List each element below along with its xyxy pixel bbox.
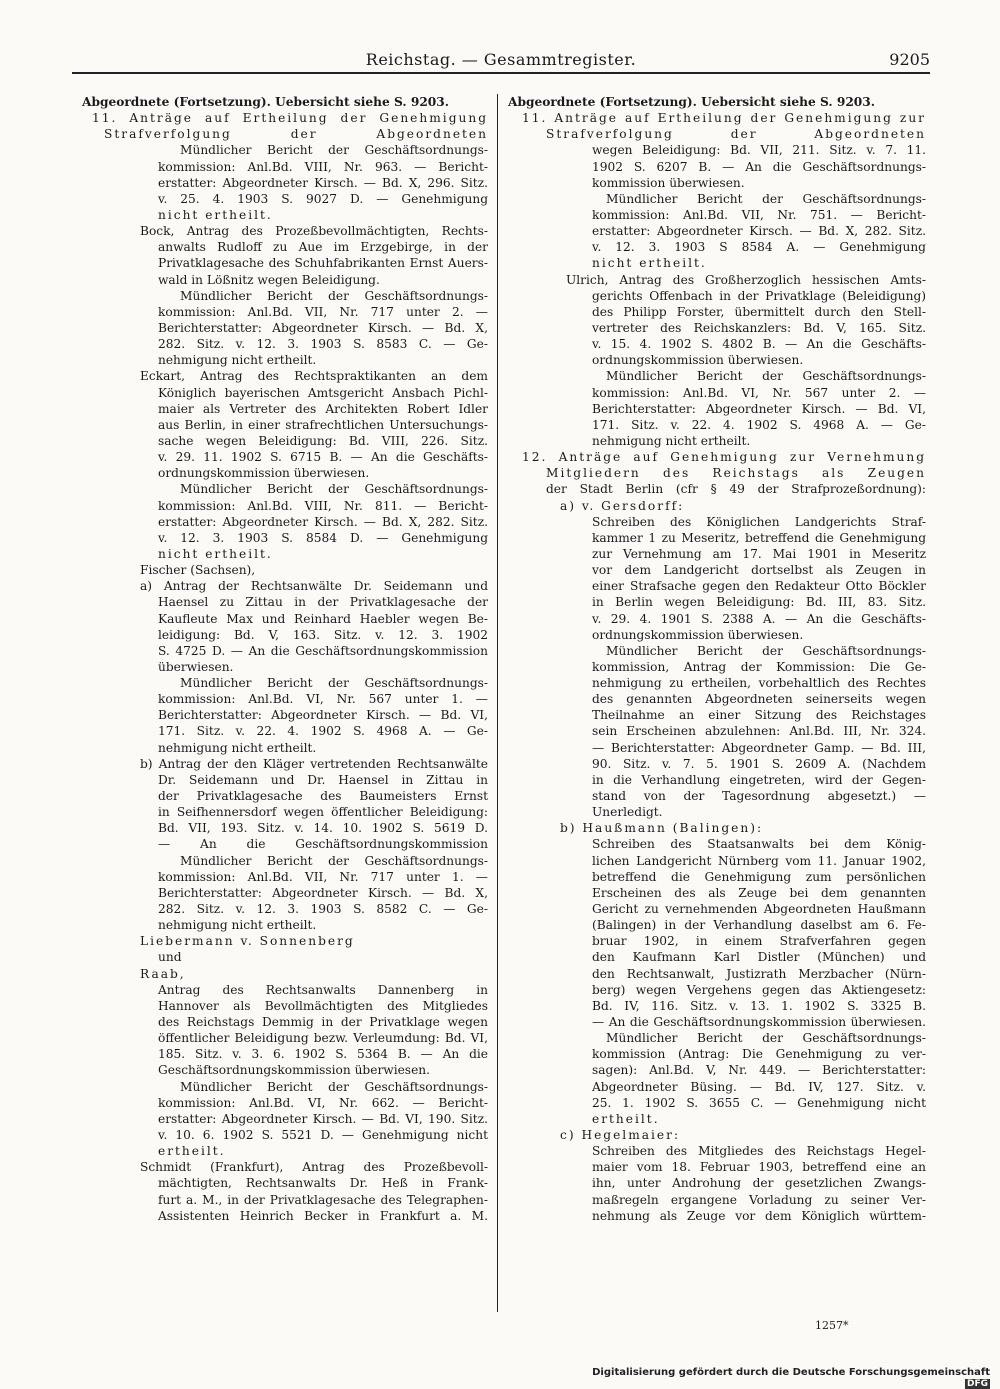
column-divider [497, 94, 498, 1312]
text-line: bruar 1902, in einem Strafverfahren gegen [592, 934, 926, 949]
text-line: v. 25. 4. 1903 S. 9027 D. — Genehmigung [158, 191, 488, 206]
text-line: Liebermann v. Sonnenberg [140, 934, 355, 949]
text-line: kommission: Anl.Bd. VII, Nr. 717 unter 1. — [158, 869, 488, 884]
text-line: 185. Sitz. v. 3. 6. 1902 S. 5364 B. — An die [158, 1047, 488, 1062]
text-line: Strafverfolgung der Abgeordneten [546, 127, 926, 142]
text-line: Erscheinen des als Zeuge bei dem genannten [592, 885, 926, 900]
text-line: Abgeordneter Büsing. — Bd. IV, 127. Sitz. v. [592, 1079, 926, 1094]
text-line: Mündlicher Bericht der Geschäftsordnungs- [180, 853, 488, 868]
text-line: v. 12. 3. 1903 S 8584 A. — Genehmigung [592, 240, 926, 255]
text-line: ertheilt. [158, 1144, 226, 1159]
text-line: b) Haußmann (Balingen): [560, 821, 764, 836]
text-line: aus Berlin, in einer strafrechtlichen Untersuchungs- [158, 417, 488, 432]
text-line: — Berichterstatter: Abgeordneter Gamp. — Bd. III, [592, 740, 926, 755]
text-line: den Rechtsanwalt, Justizrath Merzbacher (Nürn- [592, 966, 926, 981]
text-line: 90. Sitz. v. 7. 5. 1901 S. 2609 A. (Nachdem [592, 756, 926, 771]
text-line: Mündlicher Bericht der Geschäftsordnungs- [606, 191, 926, 206]
text-line: kammer 1 zu Meseritz, betreffend die Genehmigung [592, 530, 926, 545]
text-line: Privatklagesache des Schuhfabrikanten Ernst Auers- [158, 256, 488, 271]
text-line: Mündlicher Bericht der Geschäftsordnungs- [606, 369, 926, 384]
text-line: Bd. IV, 116. Sitz. v. 13. 1. 1902 S. 3325 B. [592, 998, 926, 1013]
text-line: wald in Lößnitz wegen Beleidigung. [158, 272, 380, 287]
text-line: leidigung: Bd. V, 163. Sitz. v. 12. 3. 1902 [158, 627, 488, 642]
text-line: nicht ertheilt. [158, 546, 273, 561]
text-line: Berichterstatter: Abgeordneter Kirsch. — Bd. VI, [592, 401, 926, 416]
text-line: Haensel zu Zittau in der Privatklagesache der [158, 595, 488, 610]
text-line: mächtigten, Rechtsanwalts Dr. Heß in Frank- [158, 1176, 488, 1191]
text-line: kommission: Anl.Bd. VII, Nr. 751. — Bericht- [592, 207, 926, 222]
text-line: kommission (Antrag: Die Genehmigung zu ver- [592, 1047, 926, 1062]
text-line: Schreiben des Königlichen Landgerichts Straf- [592, 514, 926, 529]
text-line: kommission: Anl.Bd. VIII, Nr. 963. — Bericht- [158, 159, 488, 174]
text-line: Bd. VII, 193. Sitz. v. 14. 10. 1902 S. 5619 D. [158, 821, 488, 836]
text-line: Mündlicher Bericht der Geschäftsordnungs- [180, 288, 488, 303]
text-line: nehmung als Zeuge vor dem Königlich württem- [592, 1208, 926, 1223]
text-line: 1902 S. 6207 B. — An die Geschäftsordnungs- [592, 159, 926, 174]
text-line: 11. Anträge auf Ertheilung der Genehmigung [92, 111, 488, 126]
text-line: des Reichstags Demmig in der Privatklage wegen [158, 1015, 488, 1030]
text-line: lichen Landgericht Nürnberg vom 11. Januar 1902, [592, 853, 926, 868]
text-line: wegen Beleidigung: Bd. VII, 211. Sitz. v. 7. 11. [592, 143, 926, 158]
text-line: 12. Anträge auf Genehmigung zur Vernehmung [522, 450, 926, 465]
text-line: Strafverfolgung der Abgeordneten [104, 127, 488, 142]
text-line: erstatter: Abgeordneter Kirsch. — Bd. X, 296. Sitz. [158, 175, 488, 190]
text-line: ertheilt. [592, 1111, 660, 1126]
text-line: kommission überwiesen. [592, 175, 745, 190]
text-line: öffentlicher Beleidigung bezw. Verleumdung: Bd. VI, [158, 1031, 488, 1046]
text-line: Mündlicher Bericht der Geschäftsordnungs- [180, 1079, 488, 1094]
text-line: Bock, Antrag des Prozeßbevollmächtigten, Rechts- [140, 224, 488, 239]
header-rule [72, 72, 930, 74]
text-line: vertreter des Reichskanzlers: Bd. V, 165. Sitz. [592, 320, 926, 335]
text-line: erstatter: Abgeordneter Kirsch. — Bd. X, 282. Sitz. [158, 514, 488, 529]
text-line: der Stadt Berlin (cfr § 49 der Strafprozeßordnung): [546, 482, 926, 497]
text-line: des Philipp Forster, übermittelt durch den Stell- [592, 304, 926, 319]
text-line: Assistenten Heinrich Becker in Frankfurt a. M. [158, 1208, 488, 1223]
text-line: 171. Sitz. v. 22. 4. 1902 S. 4968 A. — Ge- [592, 417, 926, 432]
text-line: Unerledigt. [592, 805, 663, 820]
text-line: Schreiben des Staatsanwalts bei dem König- [592, 837, 926, 852]
text-line: maßregeln ergangene Vorladung zu seiner Ver- [592, 1192, 926, 1207]
text-line: Antrag des Rechtsanwalts Dannenberg in [158, 982, 488, 997]
text-line: kommission, Antrag der Kommission: Die Ge- [592, 659, 926, 674]
text-line: Mitgliedern des Reichstags als Zeugen [546, 466, 926, 481]
text-line: Dr. Seidemann und Dr. Haensel in Zittau in [158, 772, 488, 787]
text-line: nehmigung nicht ertheilt. [158, 740, 317, 755]
text-line: sein Erscheinen abzulehnen: Anl.Bd. III, Nr. 324. [592, 724, 926, 739]
dfg-logo: DFG [966, 1379, 988, 1389]
funding-footer [560, 1367, 990, 1389]
text-line: gerichts Offenbach in der Privatklage (Beleidigung) [592, 288, 926, 303]
text-line: Königlich bayerischen Amtsgericht Ansbach Pichl- [158, 385, 488, 400]
text-line: kommission: Anl.Bd. VI, Nr. 567 unter 2. — [592, 385, 926, 400]
text-line: Eckart, Antrag des Rechtspraktikanten an dem [140, 369, 488, 384]
text-line: 11. Anträge auf Ertheilung der Genehmigung zur [522, 111, 926, 126]
text-line: — An die Geschäftsordnungskommission [158, 837, 488, 852]
text-line: Hannover als Bevollmächtigten des Mitgliedes [158, 998, 488, 1013]
text-line: Ulrich, Antrag des Großherzoglich hessischen Amts- [566, 272, 926, 287]
text-line: ihn, unter Androhung der gesetzlichen Zwangs- [592, 1176, 926, 1191]
text-line: ordnungskommission überwiesen. [592, 627, 804, 642]
text-line: nicht ertheilt. [158, 207, 273, 222]
text-line: Berichterstatter: Abgeordneter Kirsch. — Bd. VI, [158, 708, 488, 723]
text-line: berg) wegen Vergehens gegen das Aktiengesetz: [592, 982, 926, 997]
text-line: in Berlin wegen Beleidigung: Bd. III, 83. Sitz. [592, 595, 926, 610]
text-line: maier als Vertreter des Architekten Robert Idler [158, 401, 488, 416]
text-line: Theilnahme an einer Sitzung des Reichstages [592, 708, 926, 723]
text-line: in die Verhandlung eingetreten, wird der Gegen- [592, 772, 926, 787]
text-line: und [158, 950, 182, 965]
text-line: kommission: Anl.Bd. VI, Nr. 567 unter 1. — [158, 692, 488, 707]
text-line: Raab, [140, 966, 186, 981]
text-line: erstatter: Abgeordneter Kirsch. — Bd. X, 282. Sitz. [592, 224, 926, 239]
left-column [82, 94, 488, 1224]
text-line: des genannten Abgeordneten seinerseits wegen [592, 692, 926, 707]
text-line: nicht ertheilt. [592, 256, 707, 271]
text-line: v. 10. 6. 1902 S. 5521 D. — Genehmigung nicht [158, 1128, 488, 1142]
text-line: Mündlicher Bericht der Geschäftsordnungs- [606, 643, 926, 658]
text-line: nehmigung zu ertheilen, vorbehaltlich des Rechtes [592, 676, 926, 691]
page-number: 9205 [889, 50, 930, 69]
text-line: erstatter: Abgeordneter Kirsch. — Bd. VI, 190. Sitz. [158, 1111, 488, 1126]
right-column [508, 94, 926, 1224]
text-line: b) Antrag der den Kläger vertretenden Rechtsanwälte [140, 756, 488, 771]
text-line: 171. Sitz. v. 22. 4. 1902 S. 4968 A. — Ge- [158, 724, 488, 739]
page-header [72, 48, 930, 80]
funding-text: Digitalisierung gefördert durch die Deutsche Forschungsgemeinschaft [592, 1367, 990, 1378]
text-line: c) Hegelmaier: [560, 1128, 681, 1142]
text-line: nehmigung nicht ertheilt. [158, 353, 317, 368]
text-line: 282. Sitz. v. 12. 3. 1903 S. 8582 C. — Ge- [158, 902, 488, 917]
text-line: kommission: Anl.Bd. VI, Nr. 662. — Bericht- [158, 1095, 488, 1110]
text-line: Berichterstatter: Abgeordneter Kirsch. — Bd. X, [158, 320, 488, 335]
text-line: anwalts Rudloff zu Aue im Erzgebirge, in der [158, 240, 488, 255]
text-line: Mündlicher Bericht der Geschäftsordnungs- [606, 1031, 926, 1046]
text-line: Abgeordnete (Fortsetzung). Uebersicht siehe S. 9203. [508, 95, 876, 109]
text-line: Mündlicher Bericht der Geschäftsordnungs- [180, 482, 488, 497]
text-line: S. 4725 D. — An die Geschäftsordnungskommission [158, 643, 488, 658]
text-line: stand von der Tagesordnung abgesetzt.) — [592, 789, 926, 804]
text-line: sache wegen Beleidigung: Bd. VIII, 226. Sitz. [158, 433, 488, 448]
text-line: v. 12. 3. 1903 S. 8584 D. — Genehmigung [158, 530, 488, 545]
text-line: Schmidt (Frankfurt), Antrag des Prozeßbevoll- [140, 1160, 488, 1175]
text-line: Fischer (Sachsen), [140, 563, 256, 578]
text-line: 282. Sitz. v. 12. 3. 1903 S. 8583 C. — Ge- [158, 337, 488, 352]
text-line: a) v. Gersdorff: [560, 498, 685, 513]
text-line: Schreiben des Mitgliedes des Reichstags Hegel- [592, 1144, 926, 1159]
text-line: v. 29. 11. 1902 S. 6715 B. — An die Geschäfts- [158, 450, 488, 465]
text-line: in Seifhennersdorf wegen öffentlicher Beleidigung: [158, 805, 488, 820]
text-line: v. 29. 4. 1901 S. 2388 A. — An die Geschäfts- [592, 611, 926, 626]
text-line: Geschäftsordnungskommission überwiesen. [158, 1063, 430, 1078]
text-line: furt a. M., in der Privatklagesache des Telegraphen- [158, 1192, 488, 1207]
text-line: Berichterstatter: Abgeordneter Kirsch. — Bd. X, [158, 885, 488, 900]
text-line: nehmigung nicht ertheilt. [158, 918, 317, 933]
text-line: zur Vernehmung am 17. Mai 1901 in Meseritz [592, 546, 926, 561]
text-line: betreffend die Genehmigung zum persönlichen [592, 869, 926, 884]
signature-mark: 1257* [815, 1319, 849, 1332]
text-line: vor dem Landgericht dortselbst als Zeugen in [592, 563, 926, 578]
text-line: der Privatklagesache des Baumeisters Ernst [158, 789, 488, 804]
text-line: kommission: Anl.Bd. VII, Nr. 717 unter 2. — [158, 304, 488, 319]
text-line: Mündlicher Bericht der Geschäftsordnungs- [180, 676, 488, 691]
text-line: maier vom 18. Februar 1903, betreffend eine an [592, 1160, 926, 1175]
text-line: (Balingen) in der Verhandlung daselbst am 6. Fe- [592, 918, 926, 933]
text-line: a) Antrag der Rechtsanwälte Dr. Seidemann und [140, 579, 488, 594]
text-line: Kaufleute Max und Reinhard Haebler wegen Be- [158, 611, 488, 626]
text-line: nehmigung nicht ertheilt. [592, 433, 751, 448]
text-line: überwiesen. [158, 659, 234, 674]
text-line: Gericht zu vernehmenden Abgeordneten Haußmann [592, 902, 926, 917]
text-line: ordnungskommission überwiesen. [592, 353, 804, 368]
text-line: sagen): Anl.Bd. V, Nr. 449. — Berichterstatter: [592, 1063, 926, 1078]
text-line: Mündlicher Bericht der Geschäftsordnungs- [180, 143, 488, 158]
text-line: den Kaufmann Karl Distler (München) und [592, 950, 926, 965]
text-line: Abgeordnete (Fortsetzung). Uebersicht siehe S. 9203. [82, 95, 450, 109]
text-line: — An die Geschäftsordnungskommission überwiesen. [592, 1015, 926, 1030]
text-line: ordnungskommission überwiesen. [158, 466, 370, 481]
text-line: v. 15. 4. 1902 S. 4802 B. — An die Geschäfts- [592, 337, 926, 352]
text-line: kommission: Anl.Bd. VIII, Nr. 811. — Bericht- [158, 498, 488, 513]
running-title: Reichstag. — Gesammtregister. [365, 50, 637, 69]
text-line: einer Strafsache gegen den Redakteur Otto Böckler [592, 579, 926, 594]
text-line: 25. 1. 1902 S. 3655 C. — Genehmigung nicht [592, 1095, 926, 1110]
